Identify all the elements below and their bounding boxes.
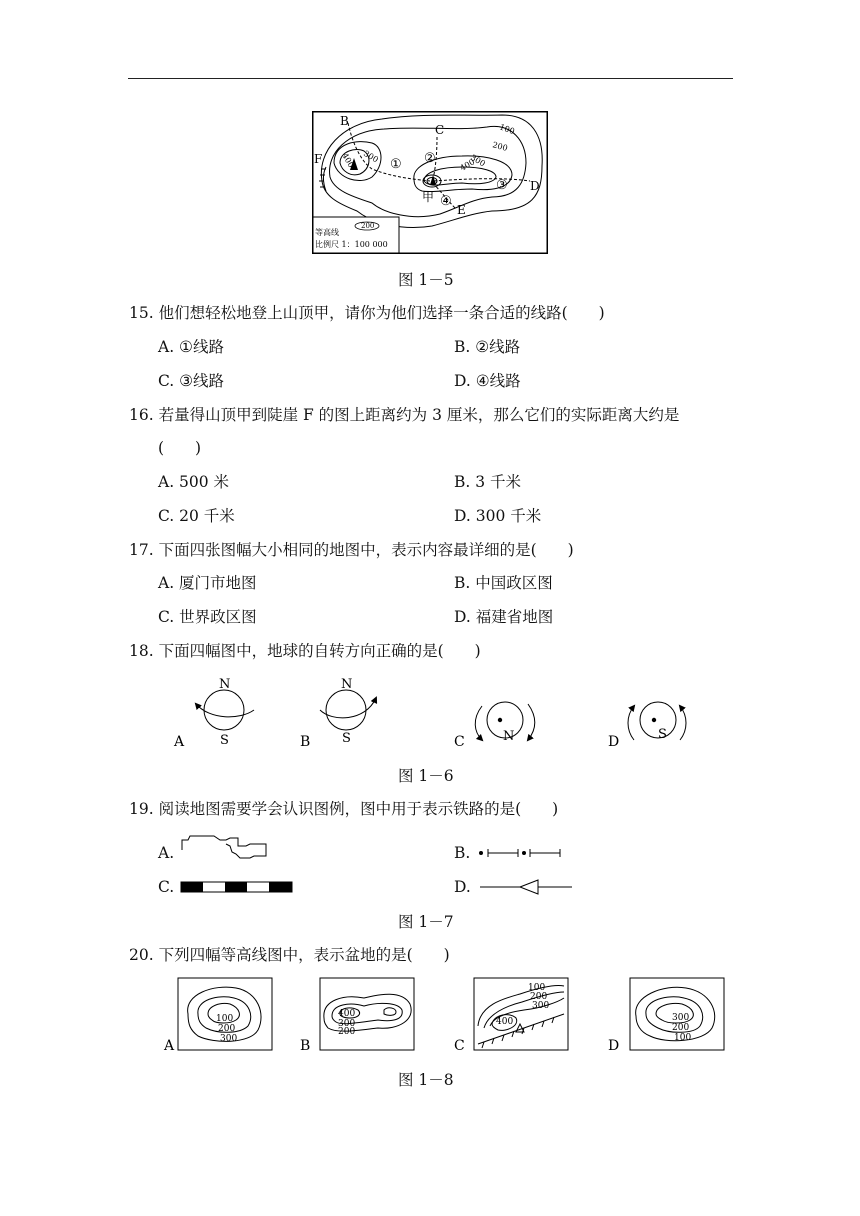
point-f-label: F — [314, 152, 323, 166]
q20-label-c: C — [454, 1038, 465, 1054]
q18-c-north: N — [503, 729, 515, 744]
q16-option-c[interactable]: C. 20 千米 — [158, 507, 235, 525]
q20-d-100: 100 — [674, 1033, 692, 1043]
globe-a — [204, 690, 244, 730]
q17-stem: 17. 下面四张图幅大小相同的地图中，表示内容最详细的是( ) — [129, 541, 574, 559]
q18-d-south: S — [658, 727, 667, 742]
q20-a-200: 200 — [218, 1024, 236, 1034]
q19-option-a[interactable]: A. — [158, 844, 175, 862]
q19-stem: 19. 阅读地图需要学会认识图例，图中用于表示铁路的是( ) — [129, 800, 559, 818]
point-b-label: B — [340, 114, 349, 128]
globe-b — [326, 690, 366, 730]
figure-1-5-caption: 图 1－5 — [398, 271, 454, 289]
q20-label-a: A — [164, 1038, 175, 1054]
q19-option-c[interactable]: C. — [158, 878, 175, 896]
q18-label-d: D — [608, 734, 620, 750]
legend-railway-symbol — [180, 881, 294, 893]
contour-label-200: 200 — [491, 140, 509, 153]
basin-contour-figure — [154, 974, 734, 1058]
q17-option-b[interactable]: B. 中国政区图 — [454, 574, 553, 592]
q18-label-b: B — [300, 734, 311, 750]
legend-contour-value: 200 — [361, 222, 375, 230]
contour-map-figure — [312, 111, 548, 254]
q20-b-300: 300 — [338, 1019, 356, 1029]
q20-c-300: 300 — [532, 1001, 550, 1011]
figure-1-8-caption: 图 1－8 — [398, 1071, 454, 1089]
contour-label-300b: 300 — [469, 152, 487, 169]
q15-stem: 15. 他们想轻松地登上山顶甲，请你为他们选择一条合适的线路( ) — [129, 304, 605, 322]
peak-jia-label: 甲 — [422, 190, 435, 204]
q15-option-a[interactable]: A. ①线路 — [158, 338, 224, 356]
q19-option-b[interactable]: B. — [454, 844, 471, 862]
q20-label-b: B — [300, 1038, 311, 1054]
q18-b-north: N — [341, 677, 353, 692]
q20-c-200: 200 — [530, 992, 548, 1002]
q17-option-c[interactable]: C. 世界政区图 — [158, 608, 257, 626]
q16-stem: 16. 若量得山顶甲到陡崖 F 的图上距离约为 3 厘米，那么它们的实际距离大约是 — [129, 406, 680, 424]
q20-a-100: 100 — [216, 1014, 234, 1024]
route-1-label: ① — [390, 157, 402, 172]
route-2-label: ② — [424, 151, 436, 166]
q16-option-a[interactable]: A. 500 米 — [158, 473, 230, 491]
route-4-label: ④ — [440, 194, 452, 209]
q18-label-c: C — [454, 734, 465, 750]
earth-rotation-figure — [170, 674, 700, 756]
q20-c-100: 100 — [528, 983, 546, 993]
point-e-label: E — [457, 203, 466, 217]
point-d-label: D — [530, 179, 540, 193]
contour-label-400b: 400 — [458, 157, 477, 173]
q15-option-d[interactable]: D. ④线路 — [454, 372, 521, 390]
q20-label-d: D — [608, 1038, 620, 1054]
header-rule — [128, 78, 733, 79]
figure-1-7-caption: 图 1－7 — [398, 913, 454, 931]
q20-stem: 20. 下列四幅等高线图中，表示盆地的是( ) — [129, 946, 450, 964]
contour-label-100: 100 — [498, 122, 516, 137]
q15-option-c[interactable]: C. ③线路 — [158, 372, 225, 390]
q18-a-south: S — [220, 733, 229, 748]
q18-stem: 18. 下面四幅图中，地球的自转方向正确的是( ) — [129, 642, 481, 660]
q17-option-d[interactable]: D. 福建省地图 — [454, 608, 554, 626]
q20-b-200: 200 — [338, 1027, 356, 1037]
contour-label-400: 400 — [340, 151, 356, 170]
legend-river-symbol — [478, 877, 574, 897]
q18-b-south: S — [342, 731, 351, 746]
contour-label-300: 300 — [362, 148, 380, 165]
q19-option-d[interactable]: D. — [454, 878, 471, 896]
q20-c-400: 400 — [496, 1017, 514, 1027]
q20-a-300: 300 — [220, 1034, 238, 1044]
legend-scale-label: 比例尺 1：100 000 — [315, 240, 388, 249]
q17-option-a[interactable]: A. 厦门市地图 — [158, 574, 257, 592]
q16-option-b[interactable]: B. 3 千米 — [454, 473, 522, 491]
legend-contour-label: 等高线 — [315, 228, 339, 237]
q16-option-d[interactable]: D. 300 千米 — [454, 507, 542, 525]
q18-a-north: N — [219, 677, 231, 692]
q20-d-200: 200 — [672, 1023, 690, 1033]
point-c-label: C — [435, 123, 445, 137]
q18-label-a: A — [174, 734, 185, 750]
figure-1-6-caption: 图 1－6 — [398, 767, 454, 785]
legend-border-symbol — [180, 834, 270, 862]
q20-b-400: 400 — [338, 1009, 356, 1019]
route-3-label: ③ — [496, 178, 508, 193]
q15-option-b[interactable]: B. ②线路 — [454, 338, 521, 356]
legend-road-symbol — [478, 846, 562, 860]
q16-stem-blank: ( ) — [158, 439, 202, 457]
q20-d-300: 300 — [672, 1013, 690, 1023]
